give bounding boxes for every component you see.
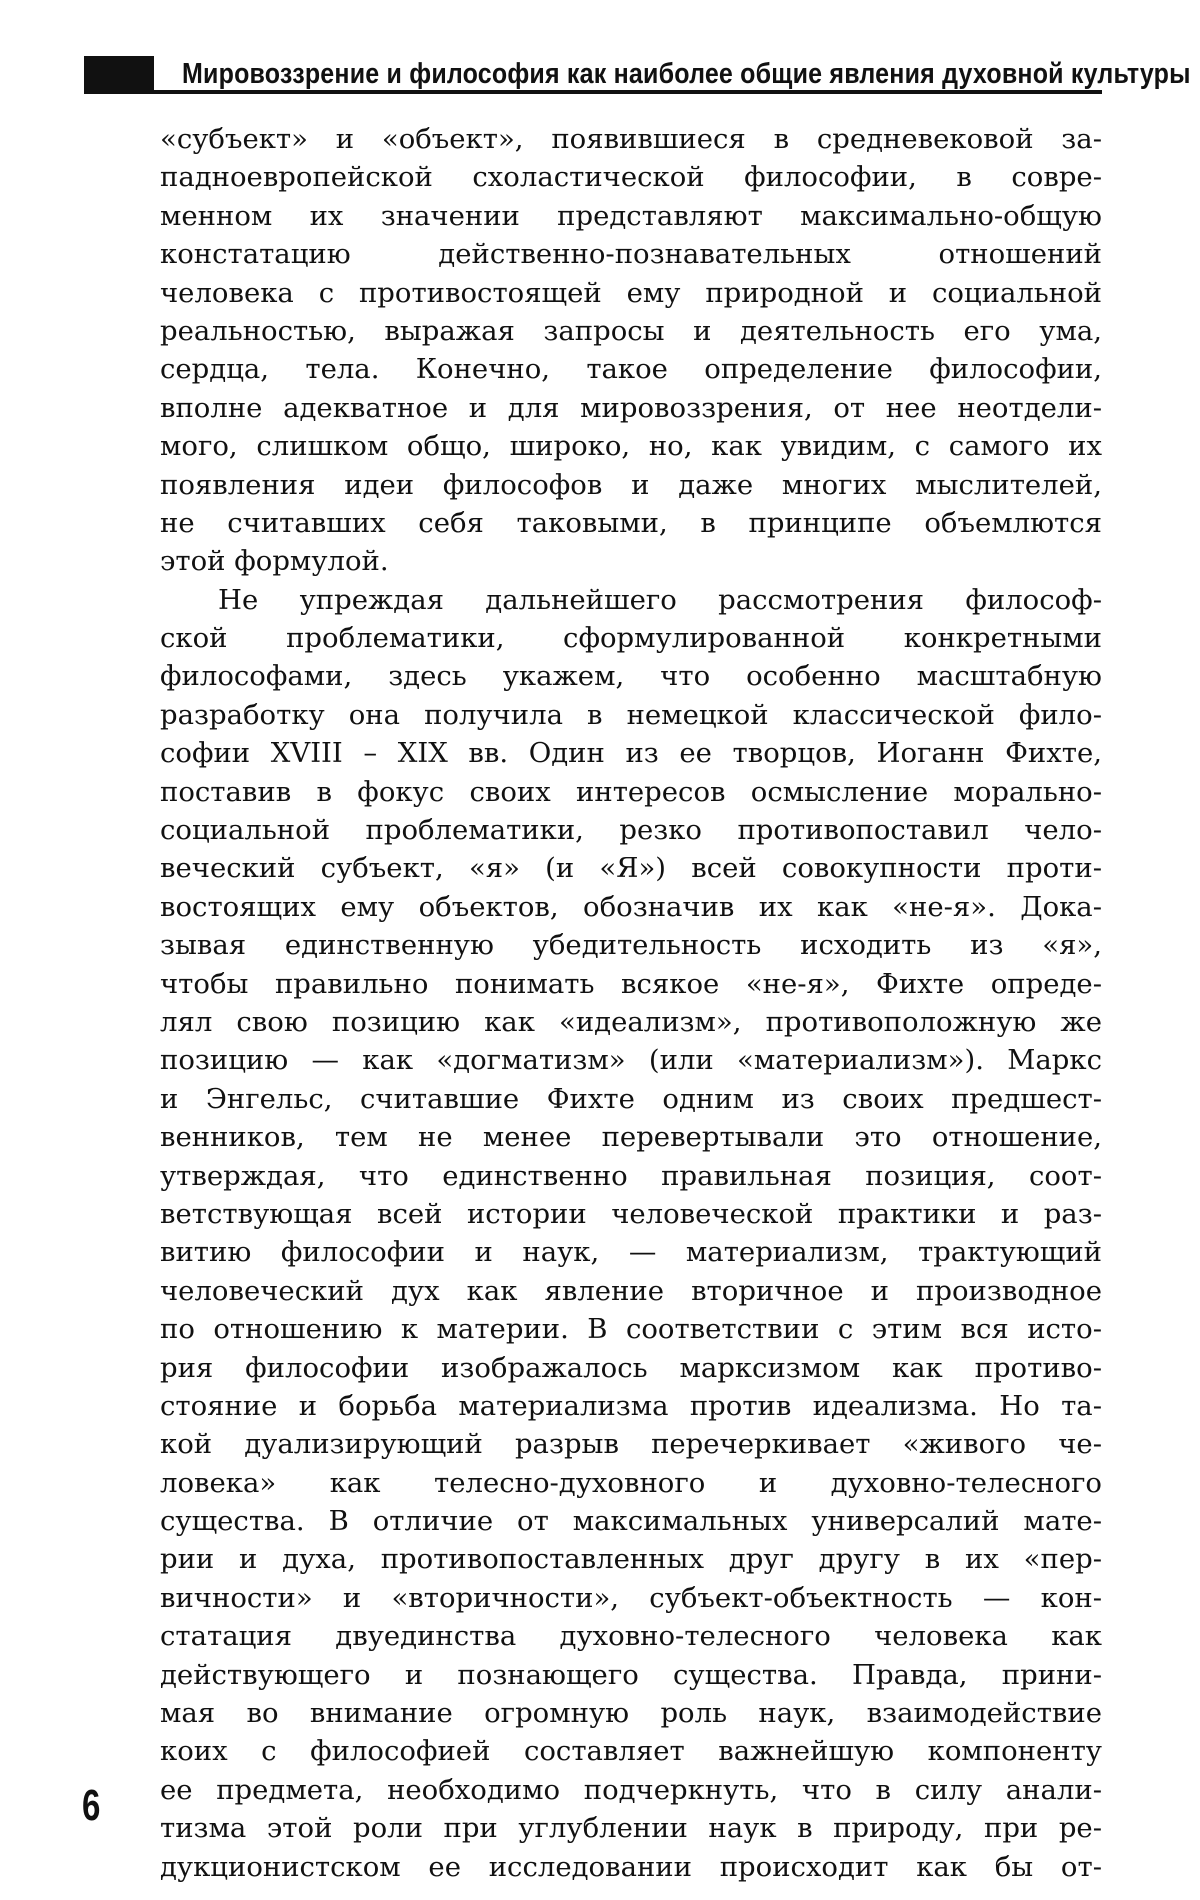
text-line: софии XVIII – XIX вв. Один из ее творцов, Иоганн Фихте, [160, 737, 1102, 770]
text-line: коих с философией составляет важнейшую компоненту [160, 1735, 1102, 1768]
running-header-title: Мировоззрение и философия как наиболее общие явления духовной культуры [182, 57, 1191, 90]
text-line: существа. В отличие от максимальных универсалий мате- [160, 1505, 1102, 1538]
text-line: веческий субъект, «я» (и «Я») всей совокупности проти- [160, 852, 1102, 885]
text-line: венников, тем не менее перевертывали это отношение, [160, 1121, 1102, 1154]
text-line: вичности» и «вторичности», субъект-объектность — кон- [160, 1581, 1102, 1614]
text-line: рии и духа, противопоставленных друг другу в их «пер- [160, 1543, 1102, 1576]
text-line: мая во внимание огромную роль наук, взаимодействие [160, 1697, 1102, 1730]
text-line: кой дуализирующий разрыв перечеркивает «живого че- [160, 1428, 1102, 1461]
text-line: рия философии изображалось марксизмом как противо- [160, 1351, 1102, 1384]
text-line: реальностью, выражая запросы и деятельность его ума, [160, 314, 1102, 347]
text-line: чтобы правильно понимать всякое «не-я», Фихте опреде- [160, 967, 1102, 1000]
text-line: разработку она получила в немецкой классической фило- [160, 698, 1102, 731]
text-line: утверждая, что единственно правильная позиция, соот- [160, 1159, 1102, 1192]
text-line: витию философии и наук, — материализм, трактующий [160, 1236, 1102, 1269]
text-line: действующего и познающего существа. Правда, прини- [160, 1658, 1102, 1691]
text-line: статация двуединства духовно-телесного человека как [160, 1620, 1102, 1653]
text-line: социальной проблематики, резко противопоставил чело- [160, 814, 1102, 847]
text-line: дукционистском ее исследовании происходит как бы от- [160, 1850, 1102, 1883]
text-line: и Энгельс, считавшие Фихте одним из своих предшест- [160, 1082, 1102, 1115]
text-line: «субъект» и «объект», появившиеся в средневековой за- [160, 123, 1102, 155]
text-line: стояние и борьба материализма против идеализма. Но та- [160, 1389, 1102, 1422]
page-number: 6 [82, 1781, 101, 1830]
header-rule [84, 90, 1102, 94]
text-line: ской проблематики, сформулированной конкретными [160, 622, 1102, 655]
text-line: не считавших себя таковыми, в принципе объемлются [160, 506, 1102, 539]
text-line: лял свою позицию как «идеализм», противоположную же [160, 1005, 1102, 1038]
text-line: вполне адекватное и для мировоззрения, от нее неотдели- [160, 391, 1102, 424]
running-header [84, 48, 1191, 98]
text-line: мого, слишком общо, широко, но, как увидим, с самого их [160, 430, 1102, 463]
header-decorative-block [84, 56, 154, 90]
text-line: менном их значении представляют максимально-общую [160, 199, 1102, 232]
text-line: человека с противостоящей ему природной и социальной [160, 276, 1102, 309]
text-line: ее предмета, необходимо подчеркнуть, что в силу анали- [160, 1773, 1102, 1806]
text-line: зывая единственную убедительность исходить из «я», [160, 929, 1102, 962]
body-text [160, 120, 1102, 1886]
text-line: ветствующая всей истории человеческой практики и раз- [160, 1197, 1102, 1230]
text-line: падноевропейской схоластической философии, в совре- [160, 161, 1102, 194]
text-line: востоящих ему объектов, обозначив их как «не-я». Дока- [160, 890, 1102, 923]
text-line: ловека» как телесно-духовного и духовно-телесного [160, 1466, 1102, 1499]
text-line: появления идеи философов и даже многих мыслителей, [160, 468, 1102, 501]
text-line: поставив в фокус своих интересов осмысление морально- [160, 775, 1102, 808]
text-line: философами, здесь укажем, что особенно масштабную [160, 660, 1102, 693]
text-line: позицию — как «догматизм» (или «материализм»). Маркс [160, 1044, 1102, 1077]
text-line: Не упреждая дальнейшего рассмотрения философ- [218, 583, 1102, 616]
text-line: сердца, тела. Конечно, такое определение философии, [160, 353, 1102, 386]
text-line: констатацию действенно-познавательных отношений [160, 238, 1102, 271]
text-line: по отношению к материи. В соответствии с этим вся исто- [160, 1313, 1102, 1346]
text-line: тизма этой роли при углублении наук в природу, при ре- [160, 1812, 1102, 1845]
text-line: этой формулой. [160, 545, 389, 578]
text-line: человеческий дух как явление вторичное и производное [160, 1274, 1102, 1307]
